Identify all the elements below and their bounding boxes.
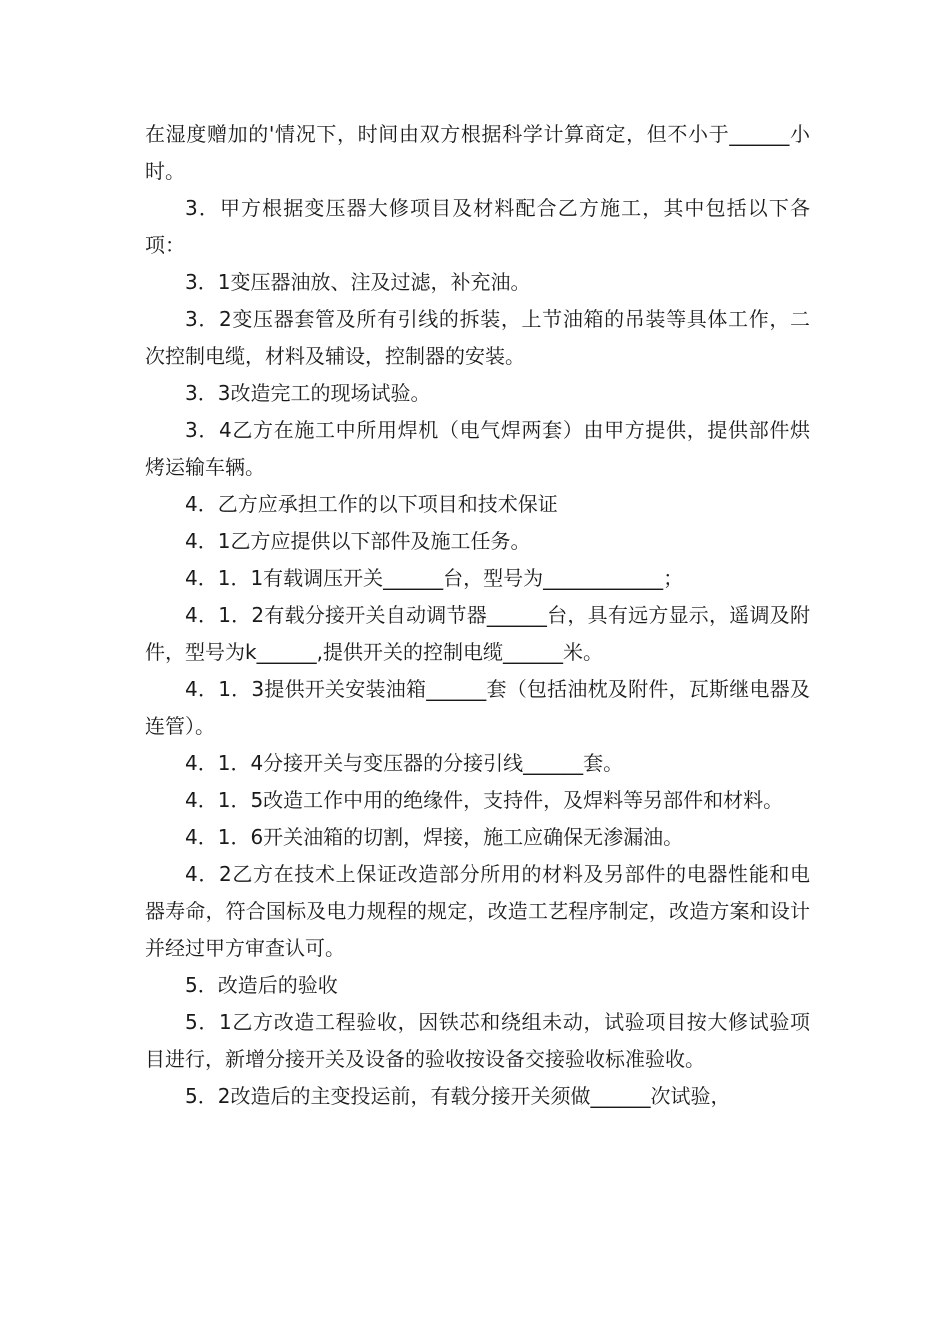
paragraph-clause-4-1-1: 4．1．1有载调压开关______台，型号为____________；: [185, 566, 684, 590]
paragraph-clause-3-4: 3．4乙方在施工中所用焊机（电气焊两套）由甲方提供，提供部件烘烤运输车辆。: [145, 418, 810, 479]
paragraph-continuation: 在湿度赠加的'情况下，时间由双方根据科学计算商定，但不小于______小时。: [145, 122, 810, 183]
paragraph-clause-5-2: 5．2改造后的主变投运前，有载分接开关须做______次试验，: [185, 1084, 731, 1108]
document-body: [145, 116, 810, 1115]
paragraph-clause-4-1: 4．1乙方应提供以下部件及施工任务。: [185, 529, 531, 553]
paragraph-clause-3-3: 3．3改造完工的现场试验。: [185, 381, 431, 405]
paragraph-clause-3: 3．甲方根据变压器大修项目及材料配合乙方施工，其中包括以下各项：: [145, 196, 810, 257]
paragraph-clause-4-1-2: 4．1．2有载分接开关自动调节器______台，具有远方显示，遥调及附件，型号为k______,提供开关的控制电缆______米。: [145, 603, 810, 664]
paragraph-clause-5-1: 5．1乙方改造工程验收，因铁芯和绕组未动，试验项目按大修试验项目进行，新增分接开关及设备的验收按设备交接验收标准验收。: [145, 1010, 810, 1071]
paragraph-clause-3-1: 3．1变压器油放、注及过滤，补充油。: [185, 270, 531, 294]
paragraph-clause-4-1-3: 4．1．3提供开关安装油箱______套（包括油枕及附件，瓦斯继电器及连管）。: [145, 677, 810, 738]
paragraph-clause-4-1-6: 4．1．6开关油箱的切割，焊接，施工应确保无渗漏油。: [185, 825, 684, 849]
paragraph-clause-3-2: 3．2变压器套管及所有引线的拆装，上节油箱的吊装等具体工作，二次控制电缆，材料及辅设，控制器的安装。: [145, 307, 810, 368]
paragraph-clause-4-1-4: 4．1．4分接开关与变压器的分接引线______套。: [185, 751, 624, 775]
paragraph-clause-5: 5．改造后的验收: [185, 973, 338, 997]
paragraph-clause-4-2: 4．2乙方在技术上保证改造部分所用的材料及另部件的电器性能和电器寿命，符合国标及电力规程的规定，改造工艺程序制定，改造方案和设计并经过甲方审查认可。: [145, 862, 810, 960]
paragraph-clause-4: 4．乙方应承担工作的以下项目和技术保证: [185, 492, 558, 516]
paragraph-clause-4-1-5: 4．1．5改造工作中用的绝缘件，支持件，及焊料等另部件和材料。: [185, 788, 784, 812]
